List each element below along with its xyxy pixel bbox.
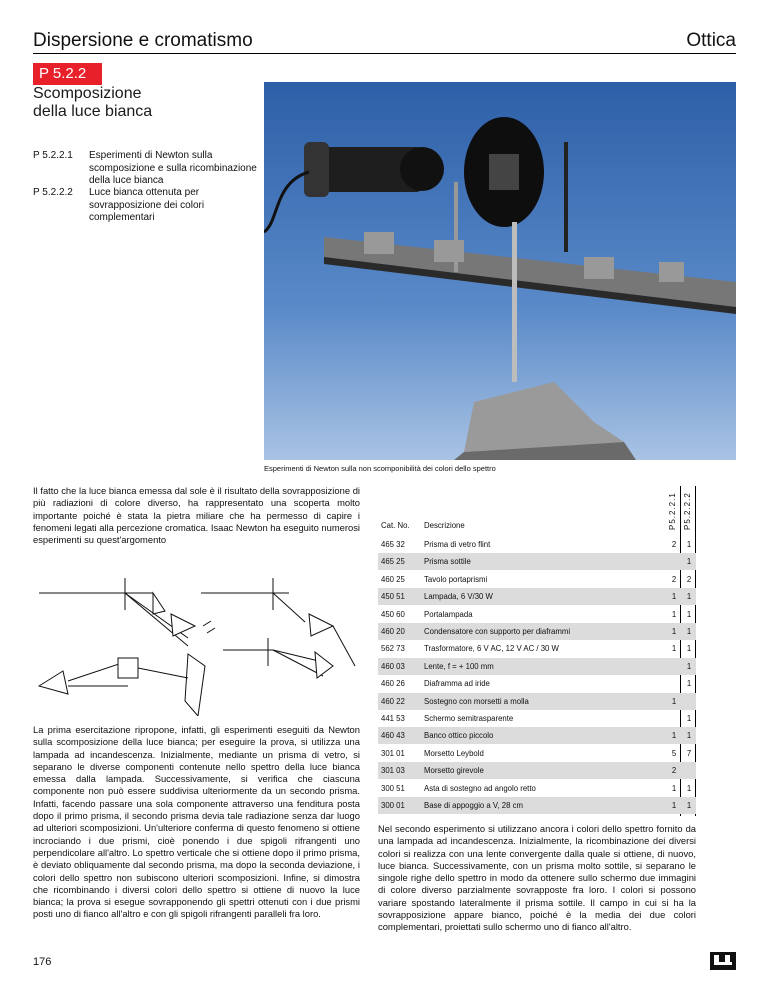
intro-paragraph: Il fatto che la luce bianca emessa dal sole è il risultato della sovrapposizione di più radiazioni di colore diverso, ha rappresentato una scoperta molto importante poiché è stata la pietra miliare che ha permesso di capire i fenomeni legati alla percezione cromatica. Isaac Newton ha eseguito numerosi esperimenti su quest'argomento (33, 485, 360, 546)
table-cell-cat: 301 01 (381, 748, 405, 758)
table-row (378, 797, 696, 814)
table-cell-qty2: 1 (686, 783, 692, 793)
table-cell-desc: Morsetto girevole (424, 766, 484, 776)
table-cell-desc: Schermo semitrasparente (424, 714, 514, 723)
table-row (378, 762, 696, 779)
table-cell-qty1: 1 (671, 696, 677, 706)
table-row (378, 588, 696, 605)
section-title-line2: della luce bianca (33, 103, 153, 120)
table-cell-qty1: 1 (671, 609, 677, 619)
table-cell-cat: 301 03 (381, 766, 405, 776)
table-cell-qty2: 1 (686, 609, 692, 619)
table-cell-desc: Trasformatore, 6 V AC, 12 V AC / 30 W (424, 644, 559, 654)
table-cell-cat: 460 20 (381, 627, 405, 636)
table-cell-qty1: 1 (671, 627, 677, 636)
table-header-col1: P5.2.2.1 (668, 492, 677, 530)
table-cell-qty2: 1 (686, 801, 692, 810)
table-cell-cat: 450 60 (381, 609, 405, 619)
section-title (33, 85, 152, 121)
table-cell-desc: Asta di sostegno ad angolo retto (424, 783, 536, 793)
table-row (378, 780, 696, 797)
table-cell-desc: Tavolo portaprismi (424, 574, 488, 584)
table-cell-qty2: 1 (686, 679, 692, 689)
table-header-col2: P5.2.2.2 (683, 492, 692, 530)
table-cell-desc: Portalampada (424, 609, 473, 619)
table-cell-desc: Banco ottico piccolo (424, 731, 494, 741)
table-row (378, 693, 696, 710)
table-cell-desc: Prisma di vetro flint (424, 540, 491, 549)
section-code-badge: P 5.2.2 (33, 63, 102, 85)
table-row (378, 727, 696, 744)
table-cell-qty2: 1 (686, 644, 692, 654)
table-cell-qty2: 1 (686, 592, 692, 602)
table-cell-qty2: 1 (686, 627, 692, 636)
table-cell-cat: 450 51 (381, 592, 405, 602)
table-cell-qty2: 1 (686, 557, 692, 567)
page-number: 176 (33, 956, 52, 968)
table-cell-cat: 465 32 (381, 540, 405, 549)
table-cell-cat: 562 73 (381, 644, 405, 654)
table-header-row (378, 516, 696, 536)
table-cell-qty1: 2 (671, 540, 677, 549)
table-cell-cat: 441 53 (381, 714, 405, 723)
photo-caption: Esperimenti di Newton sulla non scomponibilità dei colori dello spettro (264, 464, 496, 473)
table-row (378, 640, 696, 657)
table-header-cat: Cat. No. (381, 521, 410, 530)
table-cell-qty1: 1 (671, 801, 677, 810)
newton-diagram (33, 566, 360, 716)
table-row (378, 675, 696, 692)
table-cell-cat: 465 25 (381, 557, 405, 567)
experiment-text: Esperimenti di Newton sulla scomposizione e sulla ricombinazione della luce bianca (89, 150, 257, 186)
table-cell-qty1: 5 (671, 748, 677, 758)
table-row (378, 658, 696, 675)
experiment-code: P 5.2.2.2 (33, 187, 73, 198)
table-cell-desc: Lente, f = + 100 mm (424, 661, 494, 671)
experiment-code: P 5.2.2.1 (33, 150, 73, 161)
table-cell-desc: Morsetto Leybold (424, 748, 484, 758)
publisher-logo (710, 952, 736, 970)
table-cell-qty2: 1 (686, 661, 692, 671)
section-title-line1: Scomposizione (33, 85, 142, 102)
header-right: Ottica (686, 30, 736, 51)
table-row (378, 536, 696, 553)
table-cell-qty2: 2 (686, 574, 692, 584)
table-cell-qty2: 1 (686, 714, 692, 723)
apparatus-photo (264, 82, 736, 460)
table-cell-qty2: 1 (686, 540, 692, 549)
header-rule (33, 53, 736, 54)
table-row (378, 571, 696, 588)
table-row (378, 606, 696, 623)
table-cell-qty1: 1 (671, 644, 677, 654)
table-row (378, 623, 696, 640)
table-header-desc: Descrizione (424, 521, 465, 530)
table-row (378, 710, 696, 727)
table-cell-desc: Lampada, 6 V/30 W (424, 592, 493, 602)
table-cell-cat: 300 01 (381, 801, 405, 810)
table-cell-cat: 460 43 (381, 731, 405, 741)
table-cell-cat: 460 22 (381, 696, 405, 706)
second-experiment-paragraph: Nel secondo esperimento si utilizzano ancora i colori dello spettro fornito da una lampada ad incandescenza. Inizialmente, la ricombinazione dei diversi colori si realizza con una lente convergente dalla quale si ottiene, di nuovo, luce bianca. Successivamente, con un prisma molto sottile, si separano le singole righe dello spettro in modo da ottenere sullo schermo due immagini di colore diverso parzialmente sovrapposte fra loro. I colori si possono variare spostando lateralmente il prisma sottile. Il campo in cui si ha la sovrapposizione appare bianco, poiché è la media dei due colori complementari, proiettati sullo schermo uno di fianco all'altro. (378, 823, 696, 933)
table-cell-cat: 460 26 (381, 679, 405, 689)
table-cell-qty1: 2 (671, 574, 677, 584)
table-cell-qty1: 1 (671, 592, 677, 602)
table-cell-desc: Condensatore con supporto per diaframmi (424, 627, 571, 636)
table-cell-qty1: 1 (671, 783, 677, 793)
table-cell-desc: Diaframma ad iride (424, 679, 490, 689)
table-row (378, 553, 696, 570)
table-cell-desc: Prisma sottile (424, 557, 471, 567)
table-row (378, 745, 696, 762)
table-cell-desc: Sostegno con morsetti a molla (424, 696, 529, 706)
table-cell-cat: 460 03 (381, 661, 405, 671)
equipment-table (378, 486, 696, 816)
table-cell-cat: 300 51 (381, 783, 405, 793)
table-cell-qty1: 1 (671, 731, 677, 741)
table-cell-qty2: 1 (686, 731, 692, 741)
table-cell-qty1: 2 (671, 766, 677, 776)
first-experiment-paragraph: La prima esercitazione ripropone, infatti, gli esperimenti eseguiti da Newton sulla scomposizione della luce bianca; per eseguire la prova, si utilizza una lampada ad incandescenza. Inizialmente, mediante un prisma di vetro, si separano le diverse componenti contenute nello spettro della luce bianca emessa dalla lampada. Successivamente, si verifica che ciascuna componente non può essere suddivisa ulteriormente da un secondo prisma. Infatti, facendo passare una sola componente attraverso una fenditura posta dopo il primo prisma, il secondo prisma devia tale radiazione senza dar luogo ad ulteriori scomposizioni. Un'ulteriore conferma di questo fenomeno si ottiene incrociando i due prismi, cioè ponendo i due spigoli rifrangenti uno perpendicolare all'altro. Lo spettro verticale che si ottiene dopo il primo prisma, è deviato obliquamente dal secondo prisma, ma dopo la seconda deviazione, i colori dello spettro non subiscono ulteriori scomposizioni. Infine, si dimostra che ricombinando i diversi colori dello spettro si ottiene di nuovo la luce bianca; la prova si esegue sovrapponendo gli spettri ottenuti con i due prismi posti uno di fianco all'altro e con gli spigoli rifrangenti paralleli fra loro. (33, 724, 360, 920)
table-cell-desc: Base di appoggio a V, 28 cm (424, 801, 523, 810)
header-left: Dispersione e cromatismo (33, 30, 253, 51)
table-cell-cat: 460 25 (381, 574, 405, 584)
table-cell-qty2: 7 (686, 748, 692, 758)
experiment-text: Luce bianca ottenuta per sovrapposizione dei colori complementari (89, 187, 205, 223)
